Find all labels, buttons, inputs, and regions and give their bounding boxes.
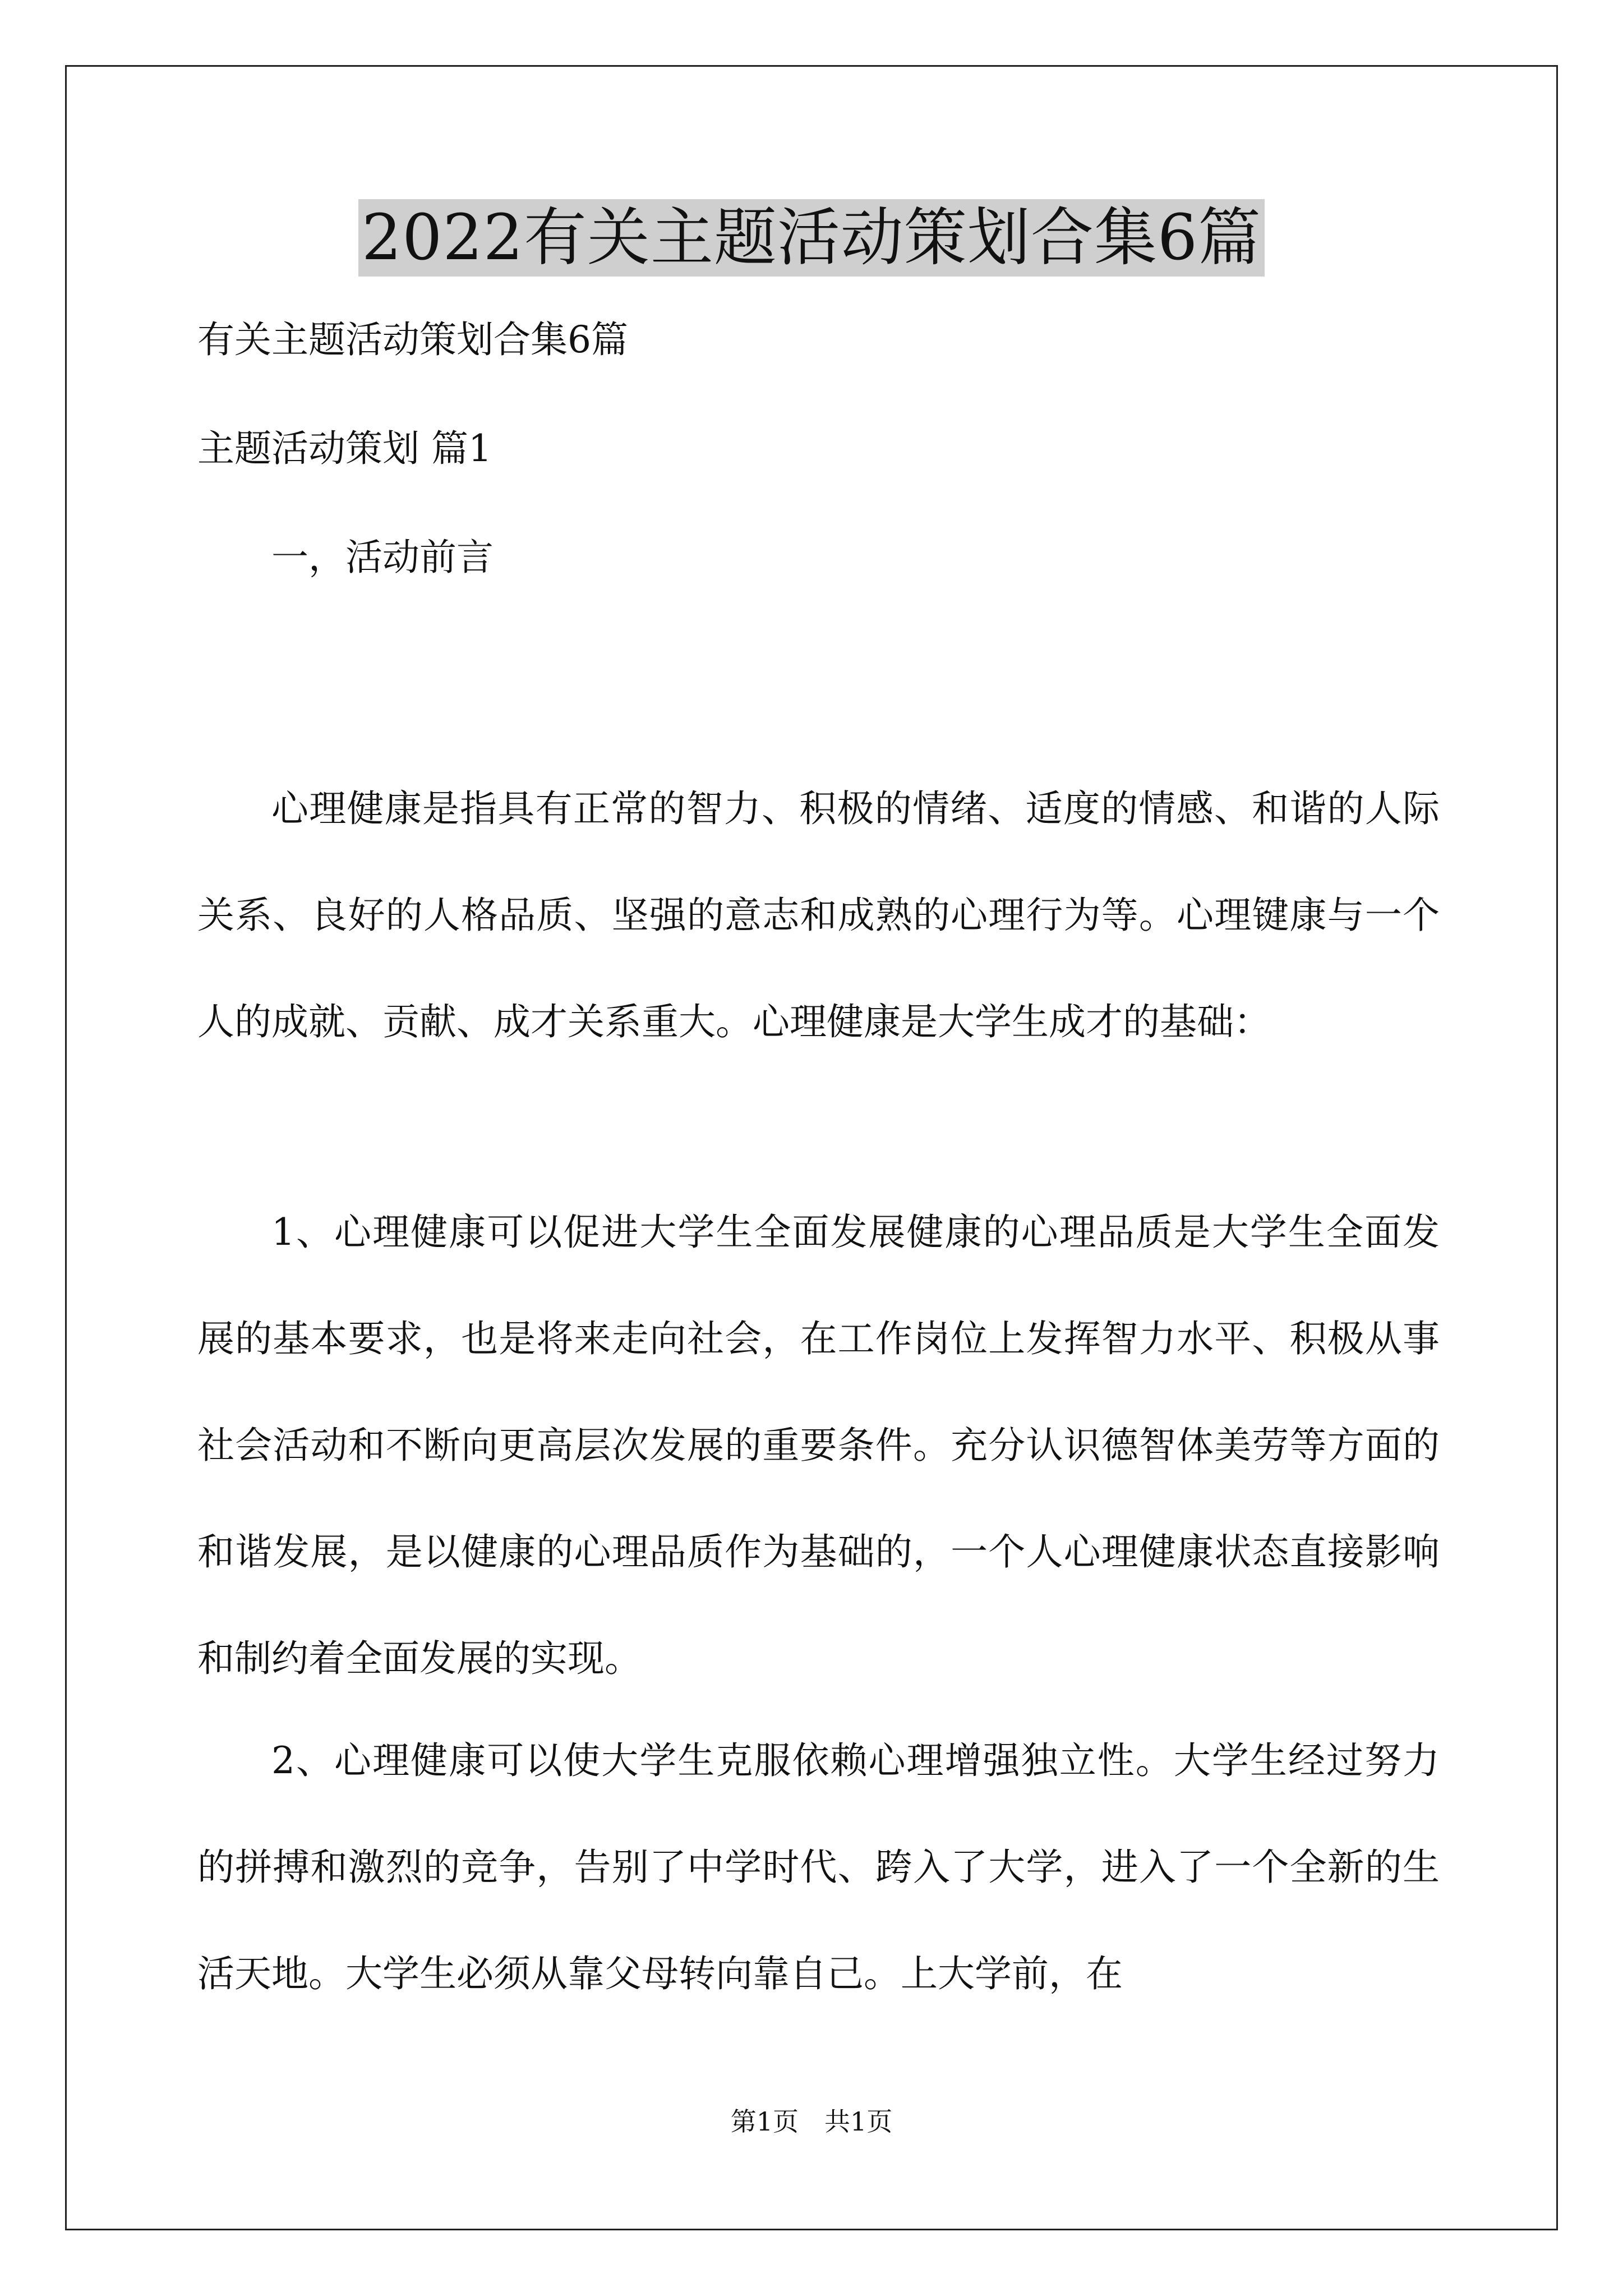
document-subtitle: 有关主题活动策划合集6篇 [197, 318, 628, 361]
document-title: 2022有关主题活动策划合集6篇 [358, 199, 1265, 277]
paragraph-3: 2、心理健康可以使大学生克服依赖心理增强独立性。大学生经过努力的拼搏和激烈的竞争，告别了中学时代、跨入了大学，进入了一个全新的生活天地。大学生必须从靠父母转向靠自己。上大学前，在 [197, 1739, 1440, 1995]
section-heading: 主题活动策划 篇1 [197, 427, 492, 470]
page-footer: 第1页 共1页 [730, 2106, 893, 2137]
title-container [0, 199, 1623, 277]
paragraph-2: 1、心理健康可以促进大学生全面发展健康的心理品质是大学生全面发展的基本要求，也是将来走向社会，在工作岗位上发挥智力水平、积极从事社会活动和不断向更高层次发展的重要条件。充分认识德智体美劳等方面的和谐发展，是以健康的心理品质作为基础的，一个人心理健康状态直接影响和制约着全面发展的实现。 [197, 1211, 1440, 1680]
paragraph-1: 心理健康是指具有正常的智力、积极的情绪、适度的情感、和谐的人际关系、良好的人格品质、坚强的意志和成熟的心理行为等。心理键康与一个人的成就、贡献、成才关系重大。心理健康是大学生成才的基础： [197, 787, 1440, 1043]
subsection-heading: 一，活动前言 [271, 536, 494, 579]
